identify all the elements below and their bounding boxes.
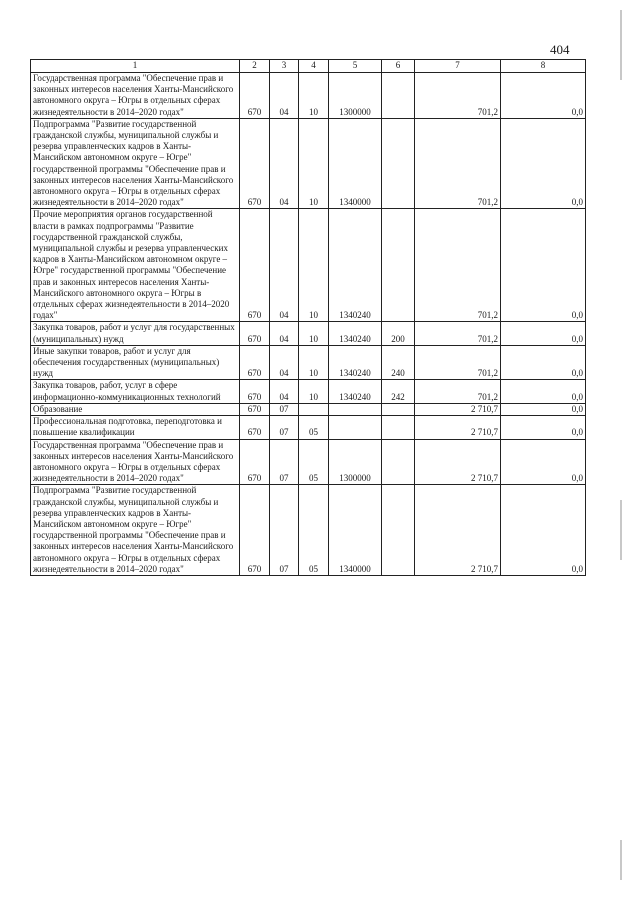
row-name: Закупка товаров, работ и услуг для государственных (муниципальных) нужд: [31, 322, 240, 345]
page-number: 404: [550, 42, 570, 57]
column-header: 3: [270, 60, 299, 73]
cell-expense-type: 200: [382, 322, 415, 345]
row-name: Подпрограмма "Развитие государственной гражданской службы, муниципальной службы и резерва управленческих кадров в Ханты-Мансийском автономном округе – Югре" государственной программы "Обеспечение прав и законных интересов населения Ханты-Мансийского автономного округа – Югры в отдельных сферах жизнедеятельности в 2014–2020 годах": [31, 118, 240, 209]
cell-section: 04: [270, 322, 299, 345]
cell-amount: 2 710,7: [415, 439, 501, 485]
cell-amount: 701,2: [415, 322, 501, 345]
table-row: [31, 416, 586, 439]
cell-ministry: 670: [240, 209, 270, 322]
cell-amount: 701,2: [415, 73, 501, 119]
cell-expense-type: [382, 118, 415, 209]
row-name: Профессиональная подготовка, переподготовка и повышение квалификации: [31, 416, 240, 439]
cell-target-article: 1340240: [329, 345, 382, 380]
cell-amount-2: 0,0: [501, 403, 586, 415]
cell-subsection: 10: [299, 345, 329, 380]
cell-section: 04: [270, 73, 299, 119]
cell-subsection: 05: [299, 416, 329, 439]
row-name: Закупка товаров, работ, услуг в сфере информационно-коммуникационных технологий: [31, 380, 240, 403]
cell-subsection: 10: [299, 380, 329, 403]
scan-edge-mark: [620, 10, 622, 80]
cell-amount-2: 0,0: [501, 118, 586, 209]
table-row: [31, 322, 586, 345]
row-name: Иные закупки товаров, работ и услуг для обеспечения государственных (муниципальных) нужд: [31, 345, 240, 380]
cell-section: 07: [270, 439, 299, 485]
cell-ministry: 670: [240, 380, 270, 403]
cell-amount: 701,2: [415, 118, 501, 209]
cell-ministry: 670: [240, 403, 270, 415]
cell-target-article: 1340000: [329, 485, 382, 576]
cell-section: 04: [270, 209, 299, 322]
cell-ministry: 670: [240, 118, 270, 209]
cell-ministry: 670: [240, 485, 270, 576]
cell-expense-type: 240: [382, 345, 415, 380]
row-name: Государственная программа "Обеспечение прав и законных интересов населения Ханты-Мансийского автономного округа – Югры в отдельных сферах жизнедеятельности в 2014–2020 годах": [31, 73, 240, 119]
cell-amount: 701,2: [415, 209, 501, 322]
cell-section: 07: [270, 485, 299, 576]
cell-ministry: 670: [240, 345, 270, 380]
cell-amount-2: 0,0: [501, 209, 586, 322]
cell-ministry: 670: [240, 416, 270, 439]
row-name: Прочие мероприятия органов государственной власти в рамках подпрограммы "Развитие государственной гражданской службы, муниципальной службы и резерва управленческих кадров в Ханты-Мансийском автономном округе – Югре" государственной программы "Обеспечение прав и законных интересов населения Ханты-Мансийского автономного округа – Югры в отдельных сферах жизнедеятельности в 2014–2020 годах": [31, 209, 240, 322]
table-row: [31, 73, 586, 119]
cell-section: 07: [270, 403, 299, 415]
cell-subsection: 10: [299, 118, 329, 209]
cell-expense-type: [382, 439, 415, 485]
column-header: 1: [31, 60, 240, 73]
table-row: [31, 439, 586, 485]
cell-target-article: 1340240: [329, 322, 382, 345]
cell-amount-2: 0,0: [501, 439, 586, 485]
cell-section: 04: [270, 345, 299, 380]
cell-expense-type: [382, 73, 415, 119]
cell-ministry: 670: [240, 322, 270, 345]
cell-target-article: [329, 416, 382, 439]
cell-subsection: 10: [299, 322, 329, 345]
cell-expense-type: [382, 209, 415, 322]
cell-target-article: 1340000: [329, 118, 382, 209]
column-header: 4: [299, 60, 329, 73]
cell-subsection: 10: [299, 73, 329, 119]
cell-section: 07: [270, 416, 299, 439]
table-row: [31, 118, 586, 209]
cell-amount: 701,2: [415, 345, 501, 380]
budget-table: [30, 59, 586, 576]
column-header: 8: [501, 60, 586, 73]
cell-amount: 2 710,7: [415, 485, 501, 576]
table-row: [31, 380, 586, 403]
column-header: 2: [240, 60, 270, 73]
cell-expense-type: 242: [382, 380, 415, 403]
cell-amount: 701,2: [415, 380, 501, 403]
cell-subsection: 10: [299, 209, 329, 322]
row-name: Подпрограмма "Развитие государственной гражданской службы, муниципальной службы и резерва управленческих кадров в Ханты-Мансийском автономном округе – Югре" государственной программы "Обеспечение прав и законных интересов населения Ханты-Мансийского автономного округа – Югры в отдельных сферах жизнедеятельности в 2014–2020 годах": [31, 485, 240, 576]
cell-ministry: 670: [240, 439, 270, 485]
table-row: [31, 209, 586, 322]
cell-subsection: 05: [299, 439, 329, 485]
scan-edge-mark: [620, 840, 622, 880]
cell-amount-2: 0,0: [501, 73, 586, 119]
table-row: [31, 403, 586, 415]
row-name: Государственная программа "Обеспечение прав и законных интересов населения Ханты-Мансийского автономного округа – Югры в отдельных сферах жизнедеятельности в 2014–2020 годах": [31, 439, 240, 485]
table-row: [31, 485, 586, 576]
cell-section: 04: [270, 380, 299, 403]
cell-expense-type: [382, 403, 415, 415]
column-header: 6: [382, 60, 415, 73]
cell-amount: 2 710,7: [415, 416, 501, 439]
cell-ministry: 670: [240, 73, 270, 119]
scan-edge-mark: [620, 500, 622, 560]
cell-target-article: 1300000: [329, 439, 382, 485]
cell-section: 04: [270, 118, 299, 209]
table-row: [31, 345, 586, 380]
cell-target-article: 1340240: [329, 209, 382, 322]
cell-target-article: 1300000: [329, 73, 382, 119]
cell-amount-2: 0,0: [501, 380, 586, 403]
row-name: Образование: [31, 403, 240, 415]
cell-expense-type: [382, 485, 415, 576]
column-header: 7: [415, 60, 501, 73]
cell-subsection: [299, 403, 329, 415]
column-header-row: [31, 60, 586, 73]
cell-amount-2: 0,0: [501, 322, 586, 345]
cell-amount-2: 0,0: [501, 345, 586, 380]
cell-amount-2: 0,0: [501, 485, 586, 576]
cell-target-article: 1340240: [329, 380, 382, 403]
column-header: 5: [329, 60, 382, 73]
cell-expense-type: [382, 416, 415, 439]
cell-target-article: [329, 403, 382, 415]
cell-amount: 2 710,7: [415, 403, 501, 415]
cell-amount-2: 0,0: [501, 416, 586, 439]
cell-subsection: 05: [299, 485, 329, 576]
